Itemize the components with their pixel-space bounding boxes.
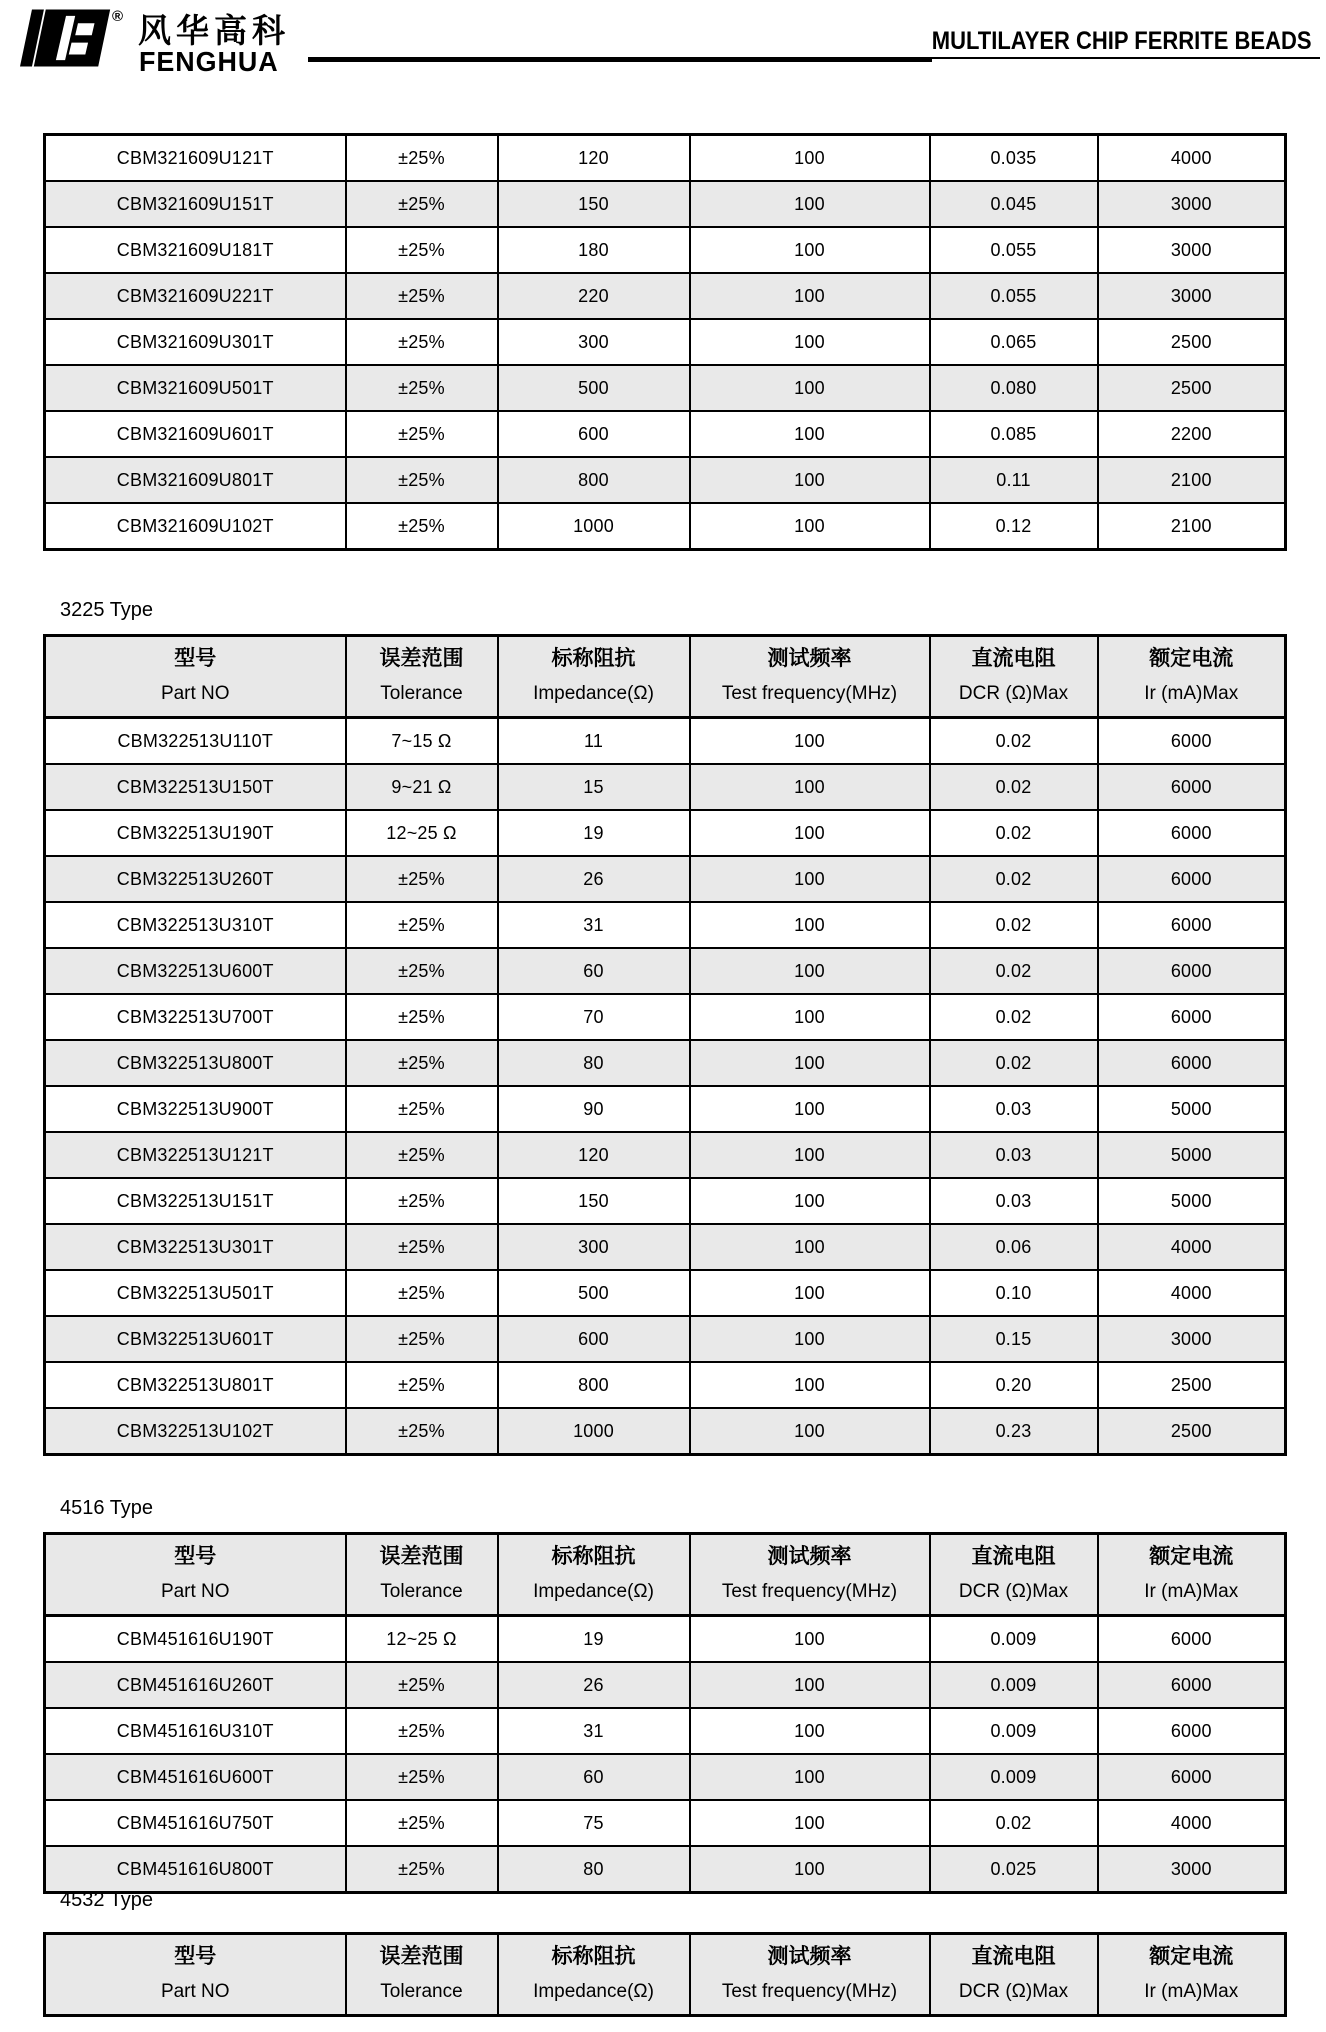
table-cell: 6000 bbox=[1098, 1754, 1286, 1800]
table-row bbox=[45, 856, 1286, 902]
table-cell: 0.12 bbox=[930, 503, 1098, 550]
table-cell: 6000 bbox=[1098, 902, 1286, 948]
column-header: 测试频率 Test frequency(MHz) bbox=[690, 1934, 930, 2016]
table-cell: 4000 bbox=[1098, 1800, 1286, 1846]
table-row bbox=[45, 810, 1286, 856]
table-cell: CBM322513U150T bbox=[45, 764, 346, 810]
column-header: 测试频率 Test frequency(MHz) bbox=[690, 1534, 930, 1616]
table-cell: 800 bbox=[498, 1362, 690, 1408]
table-cell: CBM322513U310T bbox=[45, 902, 346, 948]
table-cell: ±25% bbox=[346, 503, 498, 550]
column-header: 误差范围 Tolerance bbox=[346, 1934, 498, 2016]
table-cell: 26 bbox=[498, 856, 690, 902]
table-cell: CBM321609U221T bbox=[45, 273, 346, 319]
table-row bbox=[45, 1362, 1286, 1408]
table-cell: 9~21 Ω bbox=[346, 764, 498, 810]
table-cell: 100 bbox=[690, 1132, 930, 1178]
table-cell: CBM451616U310T bbox=[45, 1708, 346, 1754]
table-cell: CBM322513U700T bbox=[45, 994, 346, 1040]
table-cell: 600 bbox=[498, 1316, 690, 1362]
section-label-3225-type: 3225 Type bbox=[60, 599, 154, 621]
table-cell: 0.009 bbox=[930, 1662, 1098, 1708]
table-cell: 100 bbox=[690, 1362, 930, 1408]
table-cell: 2200 bbox=[1098, 411, 1286, 457]
table-cell: 0.009 bbox=[930, 1708, 1098, 1754]
table-cell: 0.009 bbox=[930, 1616, 1098, 1663]
table-cell: 100 bbox=[690, 764, 930, 810]
table-cell: 0.02 bbox=[930, 718, 1098, 765]
table-row bbox=[45, 1408, 1286, 1455]
table-cell: 800 bbox=[498, 457, 690, 503]
table-cell: ±25% bbox=[346, 994, 498, 1040]
table-cell: 100 bbox=[690, 1224, 930, 1270]
table-cell: 100 bbox=[690, 1754, 930, 1800]
table-cell: 100 bbox=[690, 856, 930, 902]
table-cell: ±25% bbox=[346, 1178, 498, 1224]
table-row bbox=[45, 181, 1286, 227]
table-cell: 0.02 bbox=[930, 856, 1098, 902]
table-cell: 0.055 bbox=[930, 227, 1098, 273]
table-cell: 6000 bbox=[1098, 856, 1286, 902]
table-header-row bbox=[45, 1534, 1286, 1616]
table-cell: 3000 bbox=[1098, 1316, 1286, 1362]
table-cell: 0.045 bbox=[930, 181, 1098, 227]
table-cell: 0.080 bbox=[930, 365, 1098, 411]
spec-table-3225 bbox=[43, 634, 1287, 1456]
table-cell: 60 bbox=[498, 1754, 690, 1800]
table-cell: ±25% bbox=[346, 181, 498, 227]
table-cell: 0.03 bbox=[930, 1086, 1098, 1132]
section-label-4516-type: 4516 Type bbox=[60, 1497, 154, 1519]
table-cell: 19 bbox=[498, 1616, 690, 1663]
table-cell: CBM451616U600T bbox=[45, 1754, 346, 1800]
table-row bbox=[45, 1224, 1286, 1270]
table-row bbox=[45, 503, 1286, 550]
table-cell: 6000 bbox=[1098, 994, 1286, 1040]
table-cell: ±25% bbox=[346, 1408, 498, 1455]
table-cell: 11 bbox=[498, 718, 690, 765]
table-cell: CBM322513U301T bbox=[45, 1224, 346, 1270]
table-cell: CBM321609U181T bbox=[45, 227, 346, 273]
table-cell: ±25% bbox=[346, 902, 498, 948]
table-cell: 0.02 bbox=[930, 1040, 1098, 1086]
table-row bbox=[45, 902, 1286, 948]
table-cell: CBM322513U601T bbox=[45, 1316, 346, 1362]
table-cell: 500 bbox=[498, 1270, 690, 1316]
table-cell: 0.02 bbox=[930, 810, 1098, 856]
table-cell: ±25% bbox=[346, 1316, 498, 1362]
table-cell: 60 bbox=[498, 948, 690, 994]
table-cell: 100 bbox=[690, 902, 930, 948]
table-cell: ±25% bbox=[346, 273, 498, 319]
table-cell: 0.035 bbox=[930, 135, 1098, 182]
table-row bbox=[45, 365, 1286, 411]
table-cell: CBM322513U800T bbox=[45, 1040, 346, 1086]
table-cell: CBM322513U260T bbox=[45, 856, 346, 902]
table-cell: CBM451616U750T bbox=[45, 1800, 346, 1846]
column-header: 标称阻抗 Impedance(Ω) bbox=[498, 636, 690, 718]
table-cell: 0.15 bbox=[930, 1316, 1098, 1362]
registered-trademark-icon: ® bbox=[112, 8, 124, 25]
table-row bbox=[45, 457, 1286, 503]
table-cell: 100 bbox=[690, 1846, 930, 1893]
table-cell: 0.23 bbox=[930, 1408, 1098, 1455]
table-cell: 7~15 Ω bbox=[346, 718, 498, 765]
table-cell: 100 bbox=[690, 365, 930, 411]
table-cell: ±25% bbox=[346, 856, 498, 902]
table-cell: 5000 bbox=[1098, 1086, 1286, 1132]
table-cell: CBM322513U110T bbox=[45, 718, 346, 765]
table-cell: 0.085 bbox=[930, 411, 1098, 457]
table-cell: ±25% bbox=[346, 365, 498, 411]
table-row bbox=[45, 411, 1286, 457]
table-cell: 26 bbox=[498, 1662, 690, 1708]
table-cell: 2500 bbox=[1098, 319, 1286, 365]
table-cell: ±25% bbox=[346, 948, 498, 994]
table-row bbox=[45, 273, 1286, 319]
table-cell: ±25% bbox=[346, 1362, 498, 1408]
table-cell: 5000 bbox=[1098, 1132, 1286, 1178]
table-row bbox=[45, 1132, 1286, 1178]
table-row bbox=[45, 948, 1286, 994]
table-cell: 100 bbox=[690, 273, 930, 319]
table-cell: 0.065 bbox=[930, 319, 1098, 365]
table-cell: 0.02 bbox=[930, 994, 1098, 1040]
table-cell: 19 bbox=[498, 810, 690, 856]
table-cell: 0.055 bbox=[930, 273, 1098, 319]
table-cell: 2500 bbox=[1098, 1362, 1286, 1408]
table-row bbox=[45, 1708, 1286, 1754]
spec-table-3216-continued bbox=[43, 133, 1287, 551]
table-row bbox=[45, 1800, 1286, 1846]
table-cell: ±25% bbox=[346, 1662, 498, 1708]
table-cell: CBM321609U102T bbox=[45, 503, 346, 550]
table-cell: 0.11 bbox=[930, 457, 1098, 503]
table-cell: 6000 bbox=[1098, 764, 1286, 810]
table-row bbox=[45, 319, 1286, 365]
table-cell: CBM321609U601T bbox=[45, 411, 346, 457]
table-header-row bbox=[45, 636, 1286, 718]
table-cell: 150 bbox=[498, 1178, 690, 1224]
table-cell: 100 bbox=[690, 1040, 930, 1086]
table-cell: 3000 bbox=[1098, 273, 1286, 319]
table-cell: 180 bbox=[498, 227, 690, 273]
brand-name-english: FENGHUA bbox=[139, 46, 279, 77]
table-cell: CBM321609U301T bbox=[45, 319, 346, 365]
table-cell: CBM451616U260T bbox=[45, 1662, 346, 1708]
table-cell: 12~25 Ω bbox=[346, 810, 498, 856]
table-cell: 1000 bbox=[498, 1408, 690, 1455]
table-cell: CBM321609U121T bbox=[45, 135, 346, 182]
table-cell: 100 bbox=[690, 1270, 930, 1316]
table-cell: 600 bbox=[498, 411, 690, 457]
column-header: 型号 Part NO bbox=[45, 636, 346, 718]
table-cell: ±25% bbox=[346, 1224, 498, 1270]
table-cell: 100 bbox=[690, 1800, 930, 1846]
table-cell: 100 bbox=[690, 994, 930, 1040]
table-cell: CBM322513U151T bbox=[45, 1178, 346, 1224]
table-row bbox=[45, 764, 1286, 810]
table-cell: CBM322513U801T bbox=[45, 1362, 346, 1408]
table-cell: CBM322513U600T bbox=[45, 948, 346, 994]
table-cell: 0.02 bbox=[930, 948, 1098, 994]
table-row bbox=[45, 227, 1286, 273]
table-cell: ±25% bbox=[346, 319, 498, 365]
table-cell: 0.02 bbox=[930, 1800, 1098, 1846]
table-cell: 300 bbox=[498, 319, 690, 365]
table-cell: 5000 bbox=[1098, 1178, 1286, 1224]
table-cell: 6000 bbox=[1098, 1662, 1286, 1708]
table-row bbox=[45, 1662, 1286, 1708]
table-cell: CBM322513U900T bbox=[45, 1086, 346, 1132]
table-cell: ±25% bbox=[346, 1754, 498, 1800]
table-cell: 3000 bbox=[1098, 227, 1286, 273]
table-cell: 75 bbox=[498, 1800, 690, 1846]
table-cell: 31 bbox=[498, 902, 690, 948]
table-row bbox=[45, 1316, 1286, 1362]
column-header: 误差范围 Tolerance bbox=[346, 636, 498, 718]
header-rule-thick bbox=[308, 57, 932, 62]
table-cell: 31 bbox=[498, 1708, 690, 1754]
table-cell: 6000 bbox=[1098, 948, 1286, 994]
column-header: 直流电阻 DCR (Ω)Max bbox=[930, 1534, 1098, 1616]
table-cell: 100 bbox=[690, 1086, 930, 1132]
page-title: MULTILAYER CHIP FERRITE BEADS bbox=[932, 27, 1312, 55]
table-cell: 0.03 bbox=[930, 1178, 1098, 1224]
table-row bbox=[45, 1270, 1286, 1316]
table-cell: 6000 bbox=[1098, 718, 1286, 765]
table-cell: 2100 bbox=[1098, 457, 1286, 503]
table-cell: 100 bbox=[690, 1408, 930, 1455]
table-cell: ±25% bbox=[346, 1800, 498, 1846]
table-cell: CBM321609U801T bbox=[45, 457, 346, 503]
table-cell: CBM322513U501T bbox=[45, 1270, 346, 1316]
table-cell: 100 bbox=[690, 457, 930, 503]
column-header: 直流电阻 DCR (Ω)Max bbox=[930, 636, 1098, 718]
table-cell: ±25% bbox=[346, 1708, 498, 1754]
table-cell: 100 bbox=[690, 1316, 930, 1362]
column-header: 型号 Part NO bbox=[45, 1534, 346, 1616]
table-cell: 100 bbox=[690, 948, 930, 994]
table-cell: 100 bbox=[690, 319, 930, 365]
table-cell: ±25% bbox=[346, 1132, 498, 1178]
table-cell: ±25% bbox=[346, 1270, 498, 1316]
brand-name-chinese: 风华高科 bbox=[138, 12, 290, 49]
table-cell: 300 bbox=[498, 1224, 690, 1270]
table-cell: ±25% bbox=[346, 411, 498, 457]
header-rule-thin bbox=[932, 57, 1320, 59]
fenghua-logo-icon bbox=[20, 8, 112, 68]
table-cell: 500 bbox=[498, 365, 690, 411]
spec-table-4516 bbox=[43, 1532, 1287, 1894]
column-header: 误差范围 Tolerance bbox=[346, 1534, 498, 1616]
table-cell: ±25% bbox=[346, 1040, 498, 1086]
table-cell: ±25% bbox=[346, 457, 498, 503]
table-cell: ±25% bbox=[346, 227, 498, 273]
table-cell: CBM451616U800T bbox=[45, 1846, 346, 1893]
column-header: 直流电阻 DCR (Ω)Max bbox=[930, 1934, 1098, 2016]
table-row bbox=[45, 135, 1286, 182]
table-cell: 90 bbox=[498, 1086, 690, 1132]
table-cell: 70 bbox=[498, 994, 690, 1040]
table-cell: 0.10 bbox=[930, 1270, 1098, 1316]
table-cell: 220 bbox=[498, 273, 690, 319]
section-label-4532-type: 4532 Type bbox=[60, 1889, 154, 1911]
spec-table-4532 bbox=[43, 1932, 1287, 2017]
table-cell: 2500 bbox=[1098, 365, 1286, 411]
table-cell: 4000 bbox=[1098, 1270, 1286, 1316]
table-cell: 100 bbox=[690, 1708, 930, 1754]
table-cell: 2100 bbox=[1098, 503, 1286, 550]
table-cell: 6000 bbox=[1098, 1616, 1286, 1663]
column-header: 额定电流 Ir (mA)Max bbox=[1098, 1934, 1286, 2016]
table-header-row bbox=[45, 1934, 1286, 2016]
column-header: 测试频率 Test frequency(MHz) bbox=[690, 636, 930, 718]
table-row bbox=[45, 718, 1286, 765]
column-header: 额定电流 Ir (mA)Max bbox=[1098, 636, 1286, 718]
table-cell: 100 bbox=[690, 1616, 930, 1663]
table-cell: 6000 bbox=[1098, 1040, 1286, 1086]
table-cell: 12~25 Ω bbox=[346, 1616, 498, 1663]
table-cell: 80 bbox=[498, 1846, 690, 1893]
table-row bbox=[45, 1086, 1286, 1132]
table-cell: 4000 bbox=[1098, 135, 1286, 182]
table-cell: 0.025 bbox=[930, 1846, 1098, 1893]
table-cell: 100 bbox=[690, 227, 930, 273]
column-header: 标称阻抗 Impedance(Ω) bbox=[498, 1534, 690, 1616]
table-cell: ±25% bbox=[346, 135, 498, 182]
column-header: 标称阻抗 Impedance(Ω) bbox=[498, 1934, 690, 2016]
table-cell: 100 bbox=[690, 1662, 930, 1708]
table-row bbox=[45, 994, 1286, 1040]
table-cell: ±25% bbox=[346, 1086, 498, 1132]
column-header: 额定电流 Ir (mA)Max bbox=[1098, 1534, 1286, 1616]
table-cell: 100 bbox=[690, 135, 930, 182]
table-row bbox=[45, 1616, 1286, 1663]
table-cell: 0.03 bbox=[930, 1132, 1098, 1178]
table-cell: CBM322513U102T bbox=[45, 1408, 346, 1455]
table-cell: 0.02 bbox=[930, 902, 1098, 948]
table-row bbox=[45, 1754, 1286, 1800]
column-header: 型号 Part NO bbox=[45, 1934, 346, 2016]
table-cell: 120 bbox=[498, 1132, 690, 1178]
table-cell: 3000 bbox=[1098, 181, 1286, 227]
table-cell: 6000 bbox=[1098, 1708, 1286, 1754]
table-cell: 120 bbox=[498, 135, 690, 182]
table-cell: 15 bbox=[498, 764, 690, 810]
table-cell: 100 bbox=[690, 411, 930, 457]
table-cell: 150 bbox=[498, 181, 690, 227]
table-cell: CBM321609U151T bbox=[45, 181, 346, 227]
table-cell: 0.02 bbox=[930, 764, 1098, 810]
table-cell: CBM322513U121T bbox=[45, 1132, 346, 1178]
table-cell: 0.009 bbox=[930, 1754, 1098, 1800]
table-cell: 0.20 bbox=[930, 1362, 1098, 1408]
table-row bbox=[45, 1846, 1286, 1893]
table-cell: 100 bbox=[690, 810, 930, 856]
table-cell: CBM322513U190T bbox=[45, 810, 346, 856]
table-cell: 100 bbox=[690, 1178, 930, 1224]
table-cell: 80 bbox=[498, 1040, 690, 1086]
table-cell: 1000 bbox=[498, 503, 690, 550]
table-cell: 100 bbox=[690, 718, 930, 765]
table-cell: 0.06 bbox=[930, 1224, 1098, 1270]
table-cell: 4000 bbox=[1098, 1224, 1286, 1270]
table-cell: ±25% bbox=[346, 1846, 498, 1893]
table-cell: CBM321609U501T bbox=[45, 365, 346, 411]
table-cell: CBM451616U190T bbox=[45, 1616, 346, 1663]
table-cell: 3000 bbox=[1098, 1846, 1286, 1893]
table-cell: 6000 bbox=[1098, 810, 1286, 856]
table-cell: 100 bbox=[690, 503, 930, 550]
table-cell: 100 bbox=[690, 181, 930, 227]
table-cell: 2500 bbox=[1098, 1408, 1286, 1455]
table-row bbox=[45, 1040, 1286, 1086]
table-row bbox=[45, 1178, 1286, 1224]
